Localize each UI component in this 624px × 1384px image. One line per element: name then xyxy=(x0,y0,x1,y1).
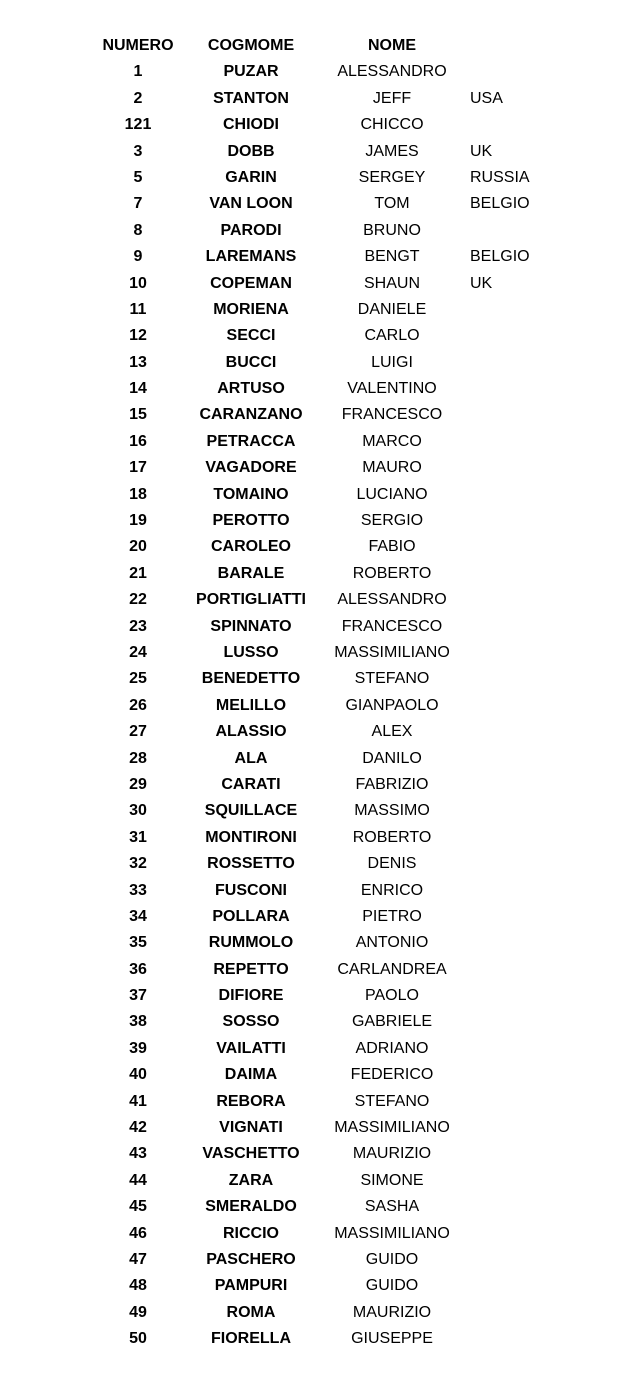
row-first-name: SHAUN xyxy=(363,274,421,292)
table-row xyxy=(0,455,624,481)
row-first-name: FEDERICO xyxy=(350,1066,434,1084)
row-surname: CAROLEO xyxy=(211,538,291,556)
table-row xyxy=(0,878,624,904)
row-first-name: STEFANO xyxy=(354,1092,430,1110)
row-surname: MORIENA xyxy=(213,300,289,318)
row-surname: SQUILLACE xyxy=(204,802,298,820)
row-first-name: MASSIMO xyxy=(354,802,430,820)
row-surname: DOBB xyxy=(227,142,275,160)
row-surname: ROSSETTO xyxy=(207,855,295,873)
row-first-name: CARLO xyxy=(364,327,420,345)
row-number: 26 xyxy=(129,696,147,714)
header-nome: NOME xyxy=(368,37,416,54)
table-row xyxy=(0,482,624,508)
row-number: 50 xyxy=(129,1330,147,1348)
row-surname: ALASSIO xyxy=(215,723,287,741)
row-surname: ALA xyxy=(234,749,268,767)
row-country: USA xyxy=(470,89,503,107)
table-row xyxy=(0,983,624,1009)
row-country: UK xyxy=(470,142,493,160)
row-number: 36 xyxy=(129,960,147,978)
row-surname: PARODI xyxy=(220,221,282,239)
row-number: 41 xyxy=(129,1092,147,1110)
row-surname: CARANZANO xyxy=(199,406,303,424)
table-row xyxy=(0,139,624,165)
row-first-name: VALENTINO xyxy=(347,380,437,398)
row-number: 15 xyxy=(129,406,147,424)
table-row xyxy=(0,86,624,112)
row-number: 11 xyxy=(129,300,147,318)
header-cognome: COGMOME xyxy=(207,37,295,54)
row-first-name: MARCO xyxy=(362,432,422,450)
row-number: 31 xyxy=(129,828,147,846)
row-first-name: GUIDO xyxy=(365,1277,419,1295)
row-number: 49 xyxy=(129,1303,147,1321)
table-row xyxy=(0,640,624,666)
row-surname: PETRACCA xyxy=(206,432,296,450)
row-first-name: FABIO xyxy=(368,538,416,556)
row-number: 13 xyxy=(129,353,147,371)
row-number: 121 xyxy=(124,116,152,134)
row-surname: LAREMANS xyxy=(205,248,297,266)
row-surname: REPETTO xyxy=(213,960,289,978)
row-first-name: MASSIMILIANO xyxy=(334,1224,450,1242)
row-first-name: PIETRO xyxy=(362,907,422,925)
row-surname: DIFIORE xyxy=(218,987,284,1005)
row-surname: PAMPURI xyxy=(214,1277,288,1295)
table-row xyxy=(0,772,624,798)
row-surname: VIGNATI xyxy=(219,1119,283,1137)
row-number: 39 xyxy=(129,1039,147,1057)
table-row xyxy=(0,1273,624,1299)
table-row xyxy=(0,429,624,455)
row-first-name: DANIELE xyxy=(357,300,427,318)
row-surname: ARTUSO xyxy=(217,380,285,398)
row-number: 1 xyxy=(133,63,143,81)
table-row xyxy=(0,1089,624,1115)
row-first-name: DENIS xyxy=(367,855,417,873)
row-first-name: ALESSANDRO xyxy=(337,591,447,609)
row-surname: CHIODI xyxy=(223,116,279,134)
row-first-name: JEFF xyxy=(372,89,412,107)
row-number: 9 xyxy=(133,248,143,266)
row-first-name: ADRIANO xyxy=(355,1039,429,1057)
row-first-name: FABRIZIO xyxy=(355,775,429,793)
row-number: 18 xyxy=(129,485,147,503)
table-row xyxy=(0,1062,624,1088)
table-row xyxy=(0,1300,624,1326)
table-row xyxy=(0,1221,624,1247)
row-surname: RICCIO xyxy=(223,1224,279,1242)
row-surname: MONTIRONI xyxy=(205,828,297,846)
row-first-name: CHICCO xyxy=(360,116,424,134)
table-row xyxy=(0,1141,624,1167)
table-row xyxy=(0,1115,624,1141)
row-number: 42 xyxy=(129,1119,147,1137)
row-surname: PASCHERO xyxy=(206,1250,296,1268)
row-number: 23 xyxy=(129,617,147,635)
table-row xyxy=(0,561,624,587)
row-first-name: PAOLO xyxy=(365,987,419,1005)
row-number: 38 xyxy=(129,1013,147,1031)
row-first-name: FRANCESCO xyxy=(341,617,443,635)
row-number: 21 xyxy=(129,564,147,582)
table-row xyxy=(0,930,624,956)
row-first-name: MASSIMILIANO xyxy=(334,1119,450,1137)
row-country: RUSSIA xyxy=(470,168,530,186)
row-first-name: MAURIZIO xyxy=(352,1303,432,1321)
table-row xyxy=(0,165,624,191)
row-number: 28 xyxy=(129,749,147,767)
row-surname: SECCI xyxy=(226,327,276,345)
row-first-name: MAURIZIO xyxy=(352,1145,432,1163)
row-number: 47 xyxy=(129,1250,147,1268)
row-first-name: BENGT xyxy=(364,248,420,266)
row-first-name: ROBERTO xyxy=(352,564,432,582)
row-number: 29 xyxy=(129,775,147,793)
row-country: BELGIO xyxy=(470,195,530,213)
table-row xyxy=(0,957,624,983)
table-row xyxy=(0,59,624,85)
table-row xyxy=(0,825,624,851)
row-first-name: BRUNO xyxy=(363,221,421,239)
row-first-name: LUCIANO xyxy=(356,485,428,503)
row-country: BELGIO xyxy=(470,248,530,266)
row-number: 35 xyxy=(129,934,147,952)
table-row xyxy=(0,218,624,244)
row-number: 34 xyxy=(129,907,147,925)
row-surname: PEROTTO xyxy=(212,512,290,530)
table-row xyxy=(0,798,624,824)
table-row xyxy=(0,587,624,613)
table-row xyxy=(0,614,624,640)
row-surname: POLLARA xyxy=(212,907,290,925)
row-surname: RUMMOLO xyxy=(208,934,294,952)
table-row xyxy=(0,693,624,719)
row-number: 12 xyxy=(129,327,147,345)
table-row xyxy=(0,746,624,772)
row-first-name: GABRIELE xyxy=(351,1013,433,1031)
row-number: 46 xyxy=(129,1224,147,1242)
table-row xyxy=(0,297,624,323)
row-first-name: DANILO xyxy=(362,749,422,767)
row-number: 20 xyxy=(129,538,147,556)
row-surname: LUSSO xyxy=(223,643,279,661)
row-first-name: GUIDO xyxy=(365,1250,419,1268)
row-number: 37 xyxy=(129,987,147,1005)
row-number: 3 xyxy=(133,142,143,160)
row-first-name: CARLANDREA xyxy=(337,960,447,978)
roster-table xyxy=(0,33,624,1353)
table-row xyxy=(0,719,624,745)
row-surname: SMERALDO xyxy=(205,1198,297,1216)
table-row xyxy=(0,1326,624,1352)
row-surname: BUCCI xyxy=(225,353,277,371)
row-number: 24 xyxy=(129,643,147,661)
table-row xyxy=(0,1036,624,1062)
row-surname: SPINNATO xyxy=(210,617,292,635)
row-surname: ZARA xyxy=(228,1171,274,1189)
table-row xyxy=(0,402,624,428)
table-row xyxy=(0,350,624,376)
table-row xyxy=(0,904,624,930)
row-first-name: JAMES xyxy=(365,142,419,160)
row-first-name: MAURO xyxy=(362,459,422,477)
row-surname: GARIN xyxy=(225,168,277,186)
row-number: 43 xyxy=(129,1145,147,1163)
table-row xyxy=(0,666,624,692)
row-first-name: ANTONIO xyxy=(355,934,429,952)
table-row xyxy=(0,508,624,534)
row-number: 33 xyxy=(129,881,147,899)
table-row xyxy=(0,851,624,877)
row-surname: VAILATTI xyxy=(216,1039,286,1057)
row-first-name: SERGIO xyxy=(360,512,424,530)
row-number: 45 xyxy=(129,1198,147,1216)
row-number: 19 xyxy=(129,512,147,530)
table-body xyxy=(0,59,624,1352)
row-number: 17 xyxy=(129,459,147,477)
row-surname: FUSCONI xyxy=(215,881,287,899)
row-first-name: ENRICO xyxy=(360,881,424,899)
row-number: 7 xyxy=(133,195,143,213)
row-surname: PORTIGLIATTI xyxy=(196,591,306,609)
row-number: 5 xyxy=(133,168,143,186)
row-number: 30 xyxy=(129,802,147,820)
row-surname: DAIMA xyxy=(224,1066,278,1084)
table-row xyxy=(0,376,624,402)
row-number: 48 xyxy=(129,1277,147,1295)
row-number: 25 xyxy=(129,670,147,688)
row-number: 22 xyxy=(129,591,147,609)
row-first-name: FRANCESCO xyxy=(341,406,443,424)
row-surname: PUZAR xyxy=(223,63,279,81)
table-row xyxy=(0,323,624,349)
table-row xyxy=(0,271,624,297)
row-number: 10 xyxy=(129,274,147,292)
row-first-name: MASSIMILIANO xyxy=(334,643,450,661)
table-row xyxy=(0,1009,624,1035)
row-surname: VASCHETTO xyxy=(202,1145,300,1163)
row-first-name: TOM xyxy=(374,195,410,213)
row-first-name: GIUSEPPE xyxy=(351,1330,433,1348)
row-surname: BENEDETTO xyxy=(201,670,301,688)
table-row xyxy=(0,1168,624,1194)
row-surname: TOMAINO xyxy=(213,485,289,503)
row-surname: VAGADORE xyxy=(205,459,297,477)
row-country: UK xyxy=(470,274,493,292)
row-surname: BARALE xyxy=(217,564,285,582)
table-row xyxy=(0,191,624,217)
table-row xyxy=(0,244,624,270)
row-surname: FIORELLA xyxy=(211,1330,291,1348)
row-surname: CARATI xyxy=(221,775,281,793)
row-number: 44 xyxy=(129,1171,147,1189)
table-row xyxy=(0,112,624,138)
row-first-name: ALEX xyxy=(371,723,413,741)
row-first-name: SIMONE xyxy=(360,1171,424,1189)
row-number: 32 xyxy=(129,855,147,873)
row-first-name: LUIGI xyxy=(371,353,413,371)
row-number: 40 xyxy=(129,1066,147,1084)
row-first-name: ALESSANDRO xyxy=(337,63,447,81)
row-first-name: SASHA xyxy=(364,1198,420,1216)
row-number: 14 xyxy=(129,380,147,398)
row-surname: ROMA xyxy=(226,1303,276,1321)
table-row xyxy=(0,1194,624,1220)
row-first-name: STEFANO xyxy=(354,670,430,688)
row-surname: SOSSO xyxy=(222,1013,280,1031)
row-number: 2 xyxy=(133,89,143,107)
row-surname: REBORA xyxy=(216,1092,286,1110)
row-surname: VAN LOON xyxy=(209,195,293,213)
row-surname: STANTON xyxy=(213,89,289,107)
row-first-name: GIANPAOLO xyxy=(345,696,439,714)
table-row xyxy=(0,534,624,560)
table-row xyxy=(0,1247,624,1273)
row-surname: COPEMAN xyxy=(210,274,292,292)
row-number: 8 xyxy=(133,221,143,239)
header-row xyxy=(0,33,624,59)
row-number: 27 xyxy=(129,723,147,741)
row-number: 16 xyxy=(129,432,147,450)
row-first-name: ROBERTO xyxy=(352,828,432,846)
header-numero: NUMERO xyxy=(102,37,174,54)
row-first-name: SERGEY xyxy=(358,168,426,186)
row-surname: MELILLO xyxy=(215,696,287,714)
